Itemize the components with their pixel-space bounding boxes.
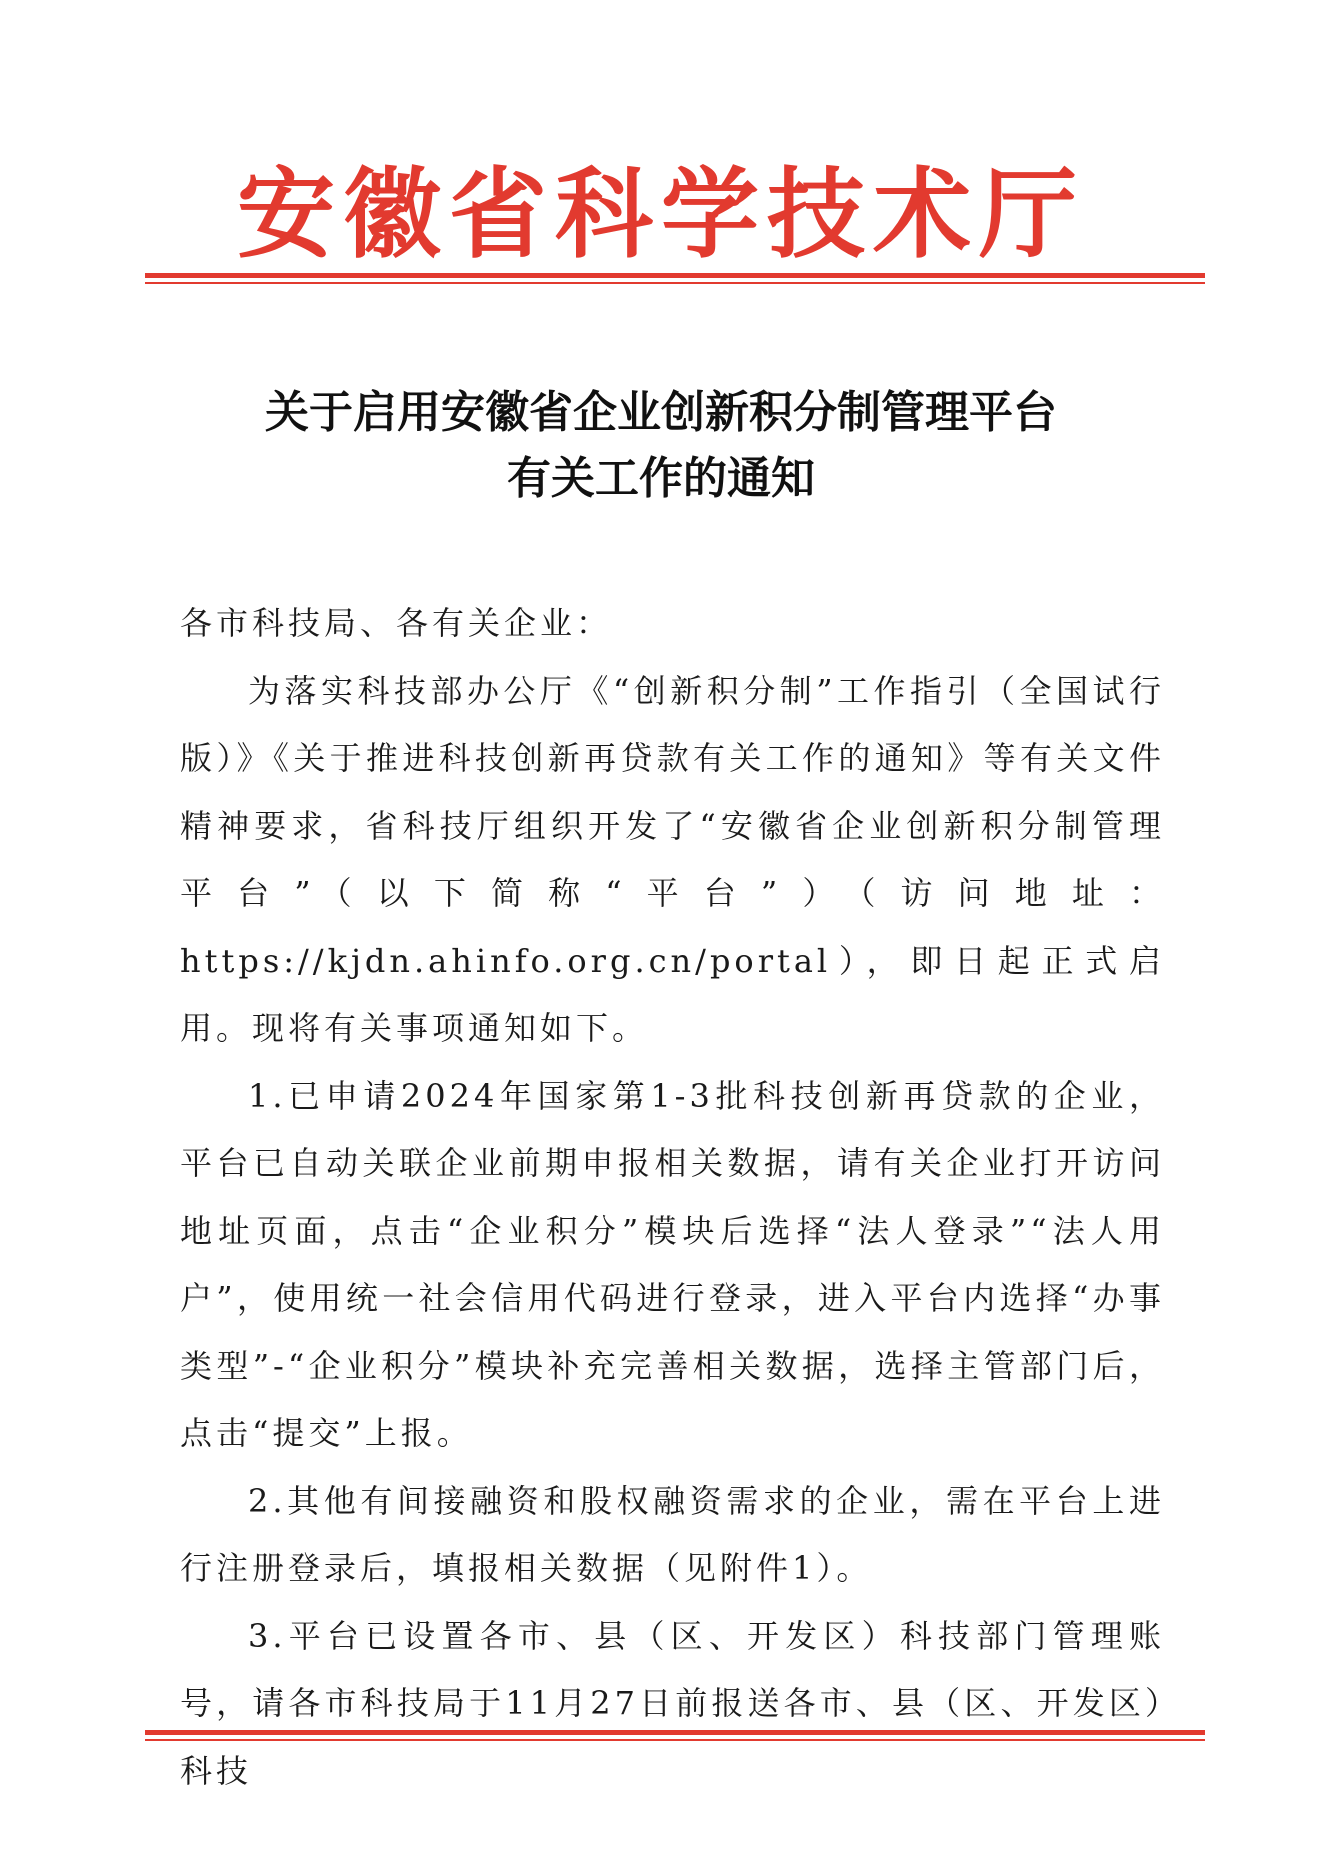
letterhead-top-rule bbox=[145, 273, 1205, 284]
rule-thick-line bbox=[145, 273, 1205, 278]
paragraph-item-1: 1.已申请2024年国家第1-3批科技创新再贷款的企业，平台已自动关联企业前期申报相关数据，请有关企业打开访问地址页面，点击“企业积分”模块后选择“法人登录”“法人用户”，使用统一社会信用代码进行登录，进入平台内选择“办事类型”-“企业积分”模块补充完善相关数据，选择主管部门后，点击“提交”上报。 bbox=[180, 1076, 1165, 1452]
document-body bbox=[180, 590, 1165, 1805]
title-line-2: 有关工作的通知 bbox=[507, 453, 815, 504]
footer-rule bbox=[145, 1730, 1205, 1741]
salutation: 各市科技局、各有关企业： bbox=[180, 604, 613, 642]
letterhead-org-name: 安徽省科学技术厅 bbox=[236, 158, 1085, 272]
title-line-1: 关于启用安徽省企业创新积分制管理平台 bbox=[265, 387, 1057, 438]
document-title bbox=[0, 380, 1322, 512]
rule-thick-line bbox=[145, 1730, 1205, 1735]
rule-thin-line bbox=[145, 282, 1205, 284]
paragraph-item-3: 3.平台已设置各市、县（区、开发区）科技部门管理账号，请各市科技局于11月27日前报送各市、县（区、开发区）科技 bbox=[180, 1616, 1165, 1790]
paragraph-item-2: 2.其他有间接融资和股权融资需求的企业，需在平台上进行注册登录后，填报相关数据（见附件1）。 bbox=[180, 1481, 1165, 1587]
paragraph-intro: 为落实科技部办公厅《“创新积分制”工作指引（全国试行版）》《关于推进科技创新再贷款有关工作的通知》等有关文件精神要求，省科技厅组织开发了“安徽省企业创新积分制管理平台”（以下简称“平台”）（访问地址：https://kjdn.ahinfo.org.cn/portal），即日起正式启用。现将有关事项通知如下。 bbox=[180, 671, 1165, 1047]
rule-thin-line bbox=[145, 1739, 1205, 1741]
